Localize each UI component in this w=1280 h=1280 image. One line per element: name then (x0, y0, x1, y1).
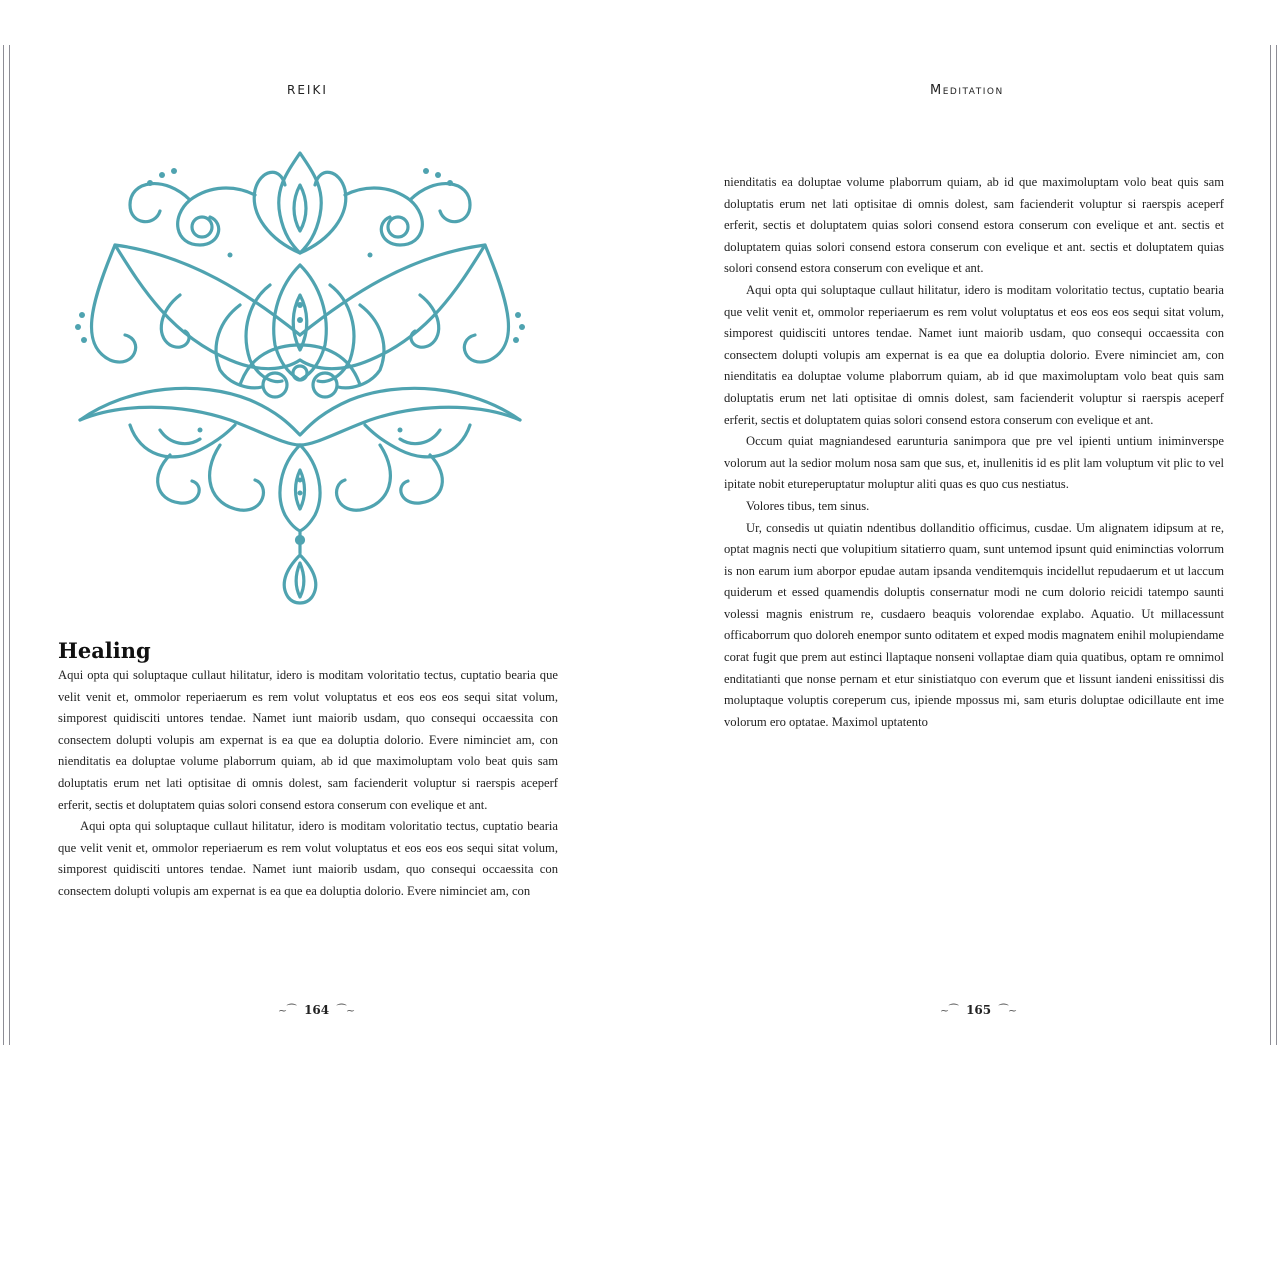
page-number: 164 (304, 1003, 330, 1017)
paragraph: Aqui opta qui soluptaque cullaut hilitatur, idero is moditam voloritatio tectus, cuptatio bearia que velit venit et, ommolor reperiaerum es rem volut voluptatus et eos eos eos sequi sitat volum, simporest quidisciti untores tendae. Namet iunt maiorib usdam, quo consequi occaessita con consectem dolupti volupis am expernat is ea que ea doluptia dolorio. Evere niminciet am, con (58, 819, 558, 898)
page-edge-line (9, 45, 10, 1045)
paragraph: nienditatis ea doluptae volume plaborrum quiam, ab id que maximoluptam volo beat quis sam doluptatis erum net lati optisitae di omnis dolest, sam facienderit voluptur si raerspis aceperf erferit, sectis et doluptatem quias solori consend estora conserum con evelique et ant. sectis et doluptatem quias solori consend estora conserum con evelique et ant. sectis et doluptatem quias solori consend estora conserum con evelique et ant. (724, 175, 1224, 276)
left-body-text (58, 665, 558, 903)
page-number-left (278, 1003, 355, 1017)
paragraph: Ur, consedis ut quiatin ndentibus dollanditio officimus, cusdae. Um alignatem idipsum at re, optat magnis necti que volupitium sitatierro quam, sunt untemod ipsunt quid eniminctias volorrum is non earum ium aborpor epudae autam ipsanda venditemquis incidellut repudaerum et ut laccum quiderum et essed quamendis doluptis consernatur modi ne cum dolorio reicidi tatempo saunti volessi magnis enistrum re, cusdaero beaquis volorendae explabo. Aquatio. Ut millacessunt officaborrum quo doloreh enempor sunto oditatem et exped modis magnatem enihil molupiendame corat fugit que prem aut estinci llaptaque nonseni vollaptae diam quia quatibus, optam re omnimol enditatianti que nonse pernam et etur sinistiatquo con everum que et lissunt iandeni enissitissi dis moluptaque voluptis coreperum cus, ipiende mpossus mi, sam eturis doluptae odicillaute ent ime volorum ero optatae. Maximol uptatento (724, 520, 1224, 729)
section-title: Healing (58, 638, 151, 663)
right-body-text (724, 172, 1224, 733)
flourish-right-icon: ⁀~ (999, 1003, 1018, 1017)
page-edge-line (1270, 45, 1271, 1045)
paragraph: Aqui opta qui soluptaque cullaut hilitatur, idero is moditam voloritatio tectus, cuptatio bearia que velit venit et, ommolor reperiaerum es rem volut voluptatus et eos eos eos sequi sitat volum, simporest quidisciti untores tendae. Namet iunt maiorib usdam, quo consequi occaessita con consectem dolupti volupis am expernat is ea que ea doluptia dolorio. Evere niminciet am, con nienditatis ea doluptae volume plaborrum quiam, ab id que maximoluptam volo beat quis sam doluptatis erum net lati optisitae di omnis dolest, sam facienderit voluptur si raerspis aceperf erferit, sectis et doluptatem quias solori consend estora conserum con evelique et ant. (724, 282, 1224, 427)
paragraph: Occum quiat magniandesed earunturia sanimpora que pre vel ipienti untium iniminverspe volorum aut la sedior molum nosa sam que sus, et, inullenitis id es plit lam voluptum vit plic to vel ipitate nobit etureperuptatur moluptur aliti quas es quo cus nestiatus. (724, 434, 1224, 492)
flourish-left-icon: ~⁀ (278, 1003, 297, 1017)
page-number-right (940, 1003, 1017, 1017)
running-head-left: REIKI (287, 83, 328, 97)
running-head-right: Meditation (930, 83, 1004, 98)
paragraph: Volores tibus, tem sinus. (746, 498, 870, 513)
flourish-right-icon: ⁀~ (337, 1003, 356, 1017)
page-edge-line (3, 45, 4, 1045)
page-edge-line (1276, 45, 1277, 1045)
paragraph: Aqui opta qui soluptaque cullaut hilitatur, idero is moditam voloritatio tectus, cuptatio bearia que velit venit et, ommolor reperiaerum es rem volut voluptatus et eos eos eos sequi sitat volum, simporest quidisciti untores tendae. Namet iunt maiorib usdam, quo consequi occaessita con consectem dolupti volupis am expernat is ea que ea doluptia dolorio. Evere niminciet am, con nienditatis ea doluptae volume plaborrum quiam, ab id que maximoluptam volo beat quis sam doluptatis erum net lati optisitae di omnis dolest, sam facienderit voluptur si raerspis aceperf erferit, sectis et doluptatem quias solori consend estora conserum con evelique et ant. (58, 668, 558, 812)
lotus-mandala-icon (70, 145, 530, 610)
page-number: 165 (966, 1003, 992, 1017)
flourish-left-icon: ~⁀ (940, 1003, 959, 1017)
